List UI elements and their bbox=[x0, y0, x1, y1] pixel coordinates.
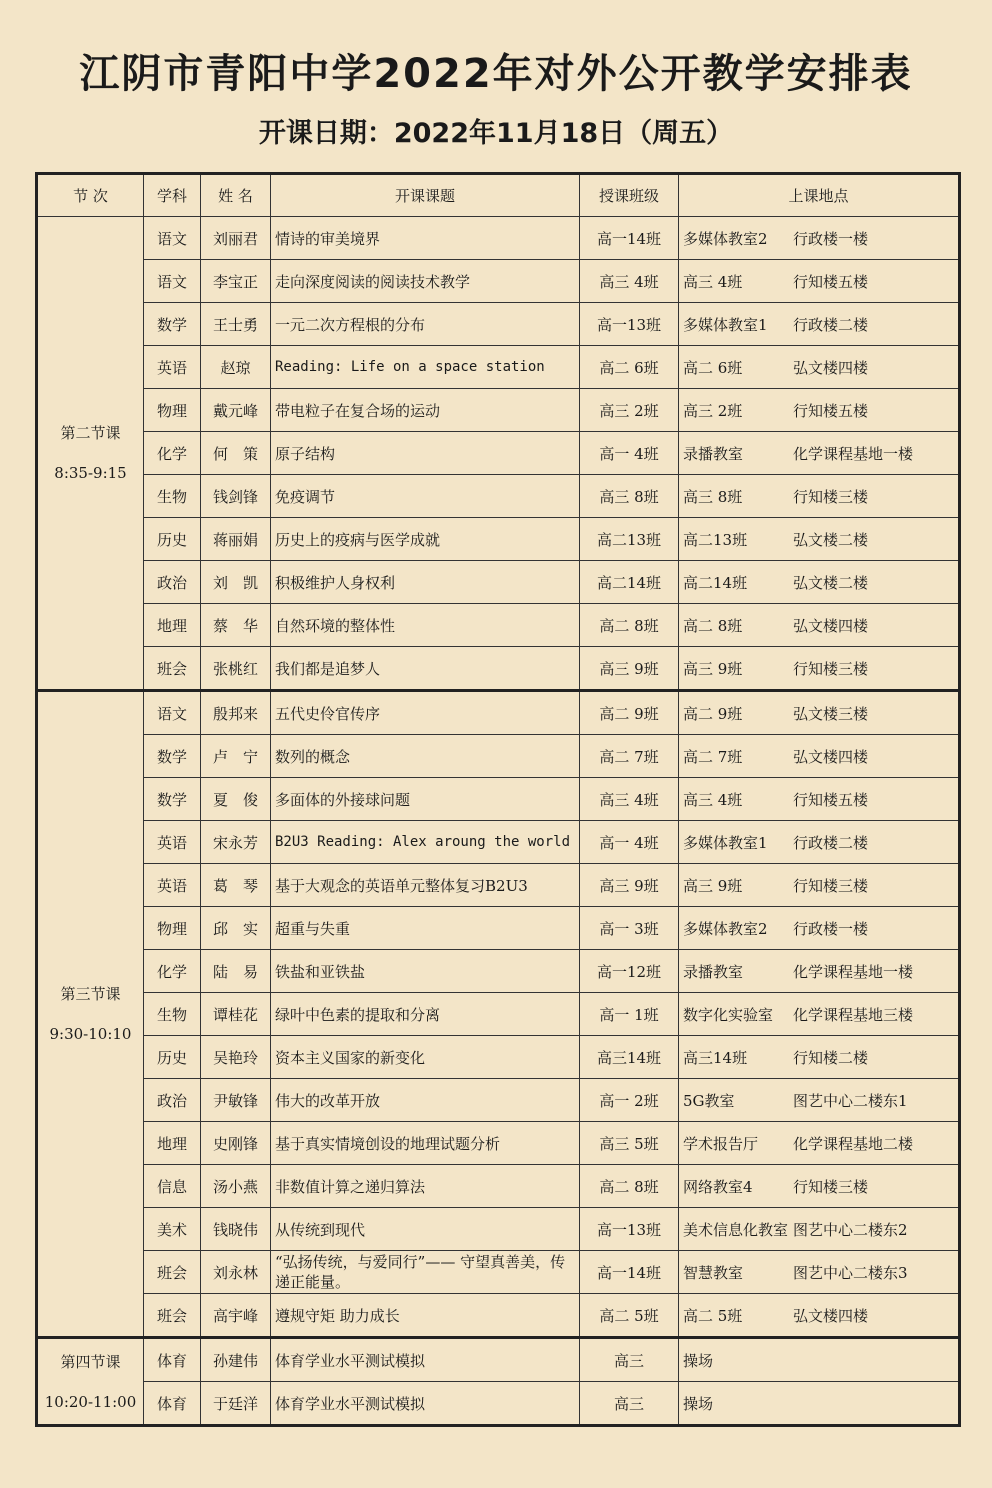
subject-cell: 语文 bbox=[144, 691, 201, 735]
table-row bbox=[37, 432, 960, 475]
location-cell bbox=[679, 604, 960, 647]
teacher-cell: 谭桂花 bbox=[201, 993, 271, 1036]
topic-cell: 数列的概念 bbox=[271, 735, 580, 778]
subject-cell: 政治 bbox=[144, 1079, 201, 1122]
table-row bbox=[37, 1251, 960, 1294]
schedule-body bbox=[37, 217, 960, 1426]
class-cell: 高一 4班 bbox=[580, 432, 679, 475]
topic-cell: 积极维护人身权利 bbox=[271, 561, 580, 604]
topic-cell: 情诗的审美境界 bbox=[271, 217, 580, 260]
subject-cell: 数学 bbox=[144, 303, 201, 346]
table-row bbox=[37, 217, 960, 260]
teacher-cell: 史刚锋 bbox=[201, 1122, 271, 1165]
class-cell: 高一14班 bbox=[580, 1251, 679, 1294]
topic-cell: 体育学业水平测试模拟 bbox=[271, 1338, 580, 1382]
location-room: 高二 7班 bbox=[683, 747, 743, 766]
teacher-cell: 张桃红 bbox=[201, 647, 271, 691]
location-cell bbox=[679, 1036, 960, 1079]
teacher-cell: 孙建伟 bbox=[201, 1338, 271, 1382]
topic-cell: 资本主义国家的新变化 bbox=[271, 1036, 580, 1079]
class-cell: 高三 bbox=[580, 1382, 679, 1426]
table-row bbox=[37, 907, 960, 950]
table-row bbox=[37, 346, 960, 389]
location-cell bbox=[679, 1079, 960, 1122]
topic-cell: 铁盐和亚铁盐 bbox=[271, 950, 580, 993]
location-building: 化学课程基地一楼 bbox=[793, 444, 914, 463]
subject-cell: 数学 bbox=[144, 735, 201, 778]
table-row bbox=[37, 1382, 960, 1426]
table-row bbox=[37, 993, 960, 1036]
subject-cell: 班会 bbox=[144, 1251, 201, 1294]
subject-cell: 英语 bbox=[144, 864, 201, 907]
class-cell: 高三 bbox=[580, 1338, 679, 1382]
teacher-cell: 蔡 华 bbox=[201, 604, 271, 647]
session-time: 8:35-9:15 bbox=[54, 464, 127, 482]
session-label: 第四节课 bbox=[60, 1352, 121, 1371]
location-room: 高二13班 bbox=[683, 530, 748, 549]
subject-cell: 政治 bbox=[144, 561, 201, 604]
location-room: 数字化实验室 bbox=[683, 1005, 774, 1024]
subject-cell: 地理 bbox=[144, 604, 201, 647]
table-row bbox=[37, 1079, 960, 1122]
teacher-cell: 吴艳玲 bbox=[201, 1036, 271, 1079]
teacher-cell: 卢 宁 bbox=[201, 735, 271, 778]
teacher-cell: 钱晓伟 bbox=[201, 1208, 271, 1251]
teacher-cell: 葛 琴 bbox=[201, 864, 271, 907]
class-cell: 高三 4班 bbox=[580, 260, 679, 303]
location-building: 弘文楼三楼 bbox=[793, 704, 869, 723]
teacher-cell: 刘 凯 bbox=[201, 561, 271, 604]
teacher-cell: 殷邦来 bbox=[201, 691, 271, 735]
table-row bbox=[37, 260, 960, 303]
location-room: 高二 6班 bbox=[683, 358, 743, 377]
topic-cell: 超重与失重 bbox=[271, 907, 580, 950]
location-room: 高三 4班 bbox=[683, 790, 743, 809]
table-row bbox=[37, 735, 960, 778]
location-cell bbox=[679, 561, 960, 604]
topic-cell: 一元二次方程根的分布 bbox=[271, 303, 580, 346]
location-room: 多媒体教室1 bbox=[683, 833, 768, 852]
location-room: 录播教室 bbox=[683, 962, 744, 981]
teacher-cell: 邱 实 bbox=[201, 907, 271, 950]
location-cell bbox=[679, 821, 960, 864]
location-cell bbox=[679, 1382, 960, 1426]
location-building: 行政楼一楼 bbox=[793, 919, 869, 938]
teacher-cell: 宋永芳 bbox=[201, 821, 271, 864]
teacher-cell: 赵琼 bbox=[201, 346, 271, 389]
teacher-cell: 刘永林 bbox=[201, 1251, 271, 1294]
session-time: 9:30-10:10 bbox=[49, 1025, 132, 1043]
class-cell: 高二 7班 bbox=[580, 735, 679, 778]
teacher-cell: 何 策 bbox=[201, 432, 271, 475]
class-cell: 高三14班 bbox=[580, 1036, 679, 1079]
location-building: 行知楼三楼 bbox=[793, 1177, 869, 1196]
class-cell: 高一 3班 bbox=[580, 907, 679, 950]
subject-cell: 语文 bbox=[144, 260, 201, 303]
topic-cell: 自然环境的整体性 bbox=[271, 604, 580, 647]
table-row bbox=[37, 1165, 960, 1208]
class-cell: 高二13班 bbox=[580, 518, 679, 561]
topic-cell: B2U3 Reading: Alex aroung the world bbox=[271, 821, 580, 864]
location-room: 高三 2班 bbox=[683, 401, 743, 420]
location-cell bbox=[679, 475, 960, 518]
table-row bbox=[37, 821, 960, 864]
topic-cell: 绿叶中色素的提取和分离 bbox=[271, 993, 580, 1036]
location-building: 弘文楼二楼 bbox=[793, 573, 869, 592]
location-cell bbox=[679, 691, 960, 735]
subject-cell: 语文 bbox=[144, 217, 201, 260]
topic-cell: Reading: Life on a space station bbox=[271, 346, 580, 389]
teacher-cell: 汤小燕 bbox=[201, 1165, 271, 1208]
location-building: 弘文楼四楼 bbox=[793, 1306, 869, 1325]
class-cell: 高一 4班 bbox=[580, 821, 679, 864]
location-building: 弘文楼四楼 bbox=[793, 616, 869, 635]
topic-cell: 基于真实情境创设的地理试题分析 bbox=[271, 1122, 580, 1165]
class-cell: 高一 1班 bbox=[580, 993, 679, 1036]
topic-cell: 免疫调节 bbox=[271, 475, 580, 518]
header-class: 授课班级 bbox=[580, 174, 679, 217]
location-building: 化学课程基地三楼 bbox=[793, 1005, 914, 1024]
subject-cell: 生物 bbox=[144, 475, 201, 518]
header-period: 节 次 bbox=[37, 174, 144, 217]
subject-cell: 班会 bbox=[144, 647, 201, 691]
class-cell: 高三 2班 bbox=[580, 389, 679, 432]
location-building: 图艺中心二楼东1 bbox=[793, 1091, 908, 1110]
topic-cell: 基于大观念的英语单元整体复习B2U3 bbox=[271, 864, 580, 907]
table-row bbox=[37, 1294, 960, 1338]
location-building: 行知楼三楼 bbox=[793, 876, 869, 895]
location-cell bbox=[679, 647, 960, 691]
table-row bbox=[37, 389, 960, 432]
class-cell: 高二14班 bbox=[580, 561, 679, 604]
location-building: 行政楼二楼 bbox=[793, 315, 869, 334]
location-building: 行知楼五楼 bbox=[793, 401, 869, 420]
location-cell bbox=[679, 303, 960, 346]
date-line: 开课日期：2022年11月18日（周五） bbox=[258, 118, 734, 149]
table-row bbox=[37, 518, 960, 561]
teacher-cell: 尹敏锋 bbox=[201, 1079, 271, 1122]
location-cell bbox=[679, 993, 960, 1036]
topic-cell: 多面体的外接球问题 bbox=[271, 778, 580, 821]
subject-cell: 美术 bbox=[144, 1208, 201, 1251]
table-row bbox=[37, 1036, 960, 1079]
location-room: 多媒体教室1 bbox=[683, 315, 768, 334]
location-building: 行政楼一楼 bbox=[793, 229, 869, 248]
teacher-cell: 陆 易 bbox=[201, 950, 271, 993]
location-cell bbox=[679, 778, 960, 821]
topic-cell: 遵规守矩 助力成长 bbox=[271, 1294, 580, 1338]
teacher-cell: 刘丽君 bbox=[201, 217, 271, 260]
header-subject: 学科 bbox=[144, 174, 201, 217]
session-cell bbox=[37, 217, 144, 691]
location-cell bbox=[679, 1122, 960, 1165]
location-building: 行知楼二楼 bbox=[793, 1048, 869, 1067]
location-building: 弘文楼四楼 bbox=[793, 747, 869, 766]
location-building: 行知楼五楼 bbox=[793, 272, 869, 291]
location-room: 学术报告厅 bbox=[683, 1134, 759, 1153]
location-building: 弘文楼二楼 bbox=[793, 530, 869, 549]
location-room: 高二 5班 bbox=[683, 1306, 743, 1325]
subject-cell: 历史 bbox=[144, 518, 201, 561]
location-cell bbox=[679, 260, 960, 303]
topic-cell: “弘扬传统，与爱同行”—— 守望真善美，传递正能量。 bbox=[271, 1251, 580, 1294]
class-cell: 高二 8班 bbox=[580, 1165, 679, 1208]
teacher-cell: 高宇峰 bbox=[201, 1294, 271, 1338]
teacher-cell: 钱剑锋 bbox=[201, 475, 271, 518]
table-row bbox=[37, 475, 960, 518]
teacher-cell: 夏 俊 bbox=[201, 778, 271, 821]
location-cell bbox=[679, 217, 960, 260]
table-row bbox=[37, 1122, 960, 1165]
location-building: 行知楼三楼 bbox=[793, 487, 869, 506]
topic-cell: 走向深度阅读的阅读技术教学 bbox=[271, 260, 580, 303]
topic-cell: 伟大的改革开放 bbox=[271, 1079, 580, 1122]
subject-cell: 物理 bbox=[144, 907, 201, 950]
location-cell bbox=[679, 950, 960, 993]
header-topic: 开课课题 bbox=[271, 174, 580, 217]
teacher-cell: 于廷洋 bbox=[201, 1382, 271, 1426]
topic-cell: 我们都是追梦人 bbox=[271, 647, 580, 691]
subject-cell: 英语 bbox=[144, 346, 201, 389]
location-room: 多媒体教室2 bbox=[683, 229, 768, 248]
teacher-cell: 李宝正 bbox=[201, 260, 271, 303]
location-room: 高三 8班 bbox=[683, 487, 743, 506]
location-cell bbox=[679, 389, 960, 432]
topic-cell: 从传统到现代 bbox=[271, 1208, 580, 1251]
class-cell: 高三 9班 bbox=[580, 864, 679, 907]
location-room: 高三 4班 bbox=[683, 272, 743, 291]
schedule-table bbox=[35, 172, 961, 1427]
header-location: 上课地点 bbox=[679, 174, 960, 217]
location-cell bbox=[679, 1294, 960, 1338]
topic-cell: 历史上的疫病与医学成就 bbox=[271, 518, 580, 561]
location-room: 录播教室 bbox=[683, 444, 744, 463]
topic-cell: 五代史伶官传序 bbox=[271, 691, 580, 735]
location-building: 行知楼五楼 bbox=[793, 790, 869, 809]
location-room: 高三 9班 bbox=[683, 659, 743, 678]
location-building: 化学课程基地一楼 bbox=[793, 962, 914, 981]
topic-cell: 原子结构 bbox=[271, 432, 580, 475]
session-time: 10:20-11:00 bbox=[44, 1392, 137, 1411]
location-building: 行政楼二楼 bbox=[793, 833, 869, 852]
class-cell: 高一14班 bbox=[580, 217, 679, 260]
class-cell: 高三 9班 bbox=[580, 647, 679, 691]
topic-cell: 非数值计算之递归算法 bbox=[271, 1165, 580, 1208]
location-cell bbox=[679, 1338, 960, 1382]
class-cell: 高一13班 bbox=[580, 1208, 679, 1251]
teacher-cell: 戴元峰 bbox=[201, 389, 271, 432]
header-name: 姓 名 bbox=[201, 174, 271, 217]
location-cell bbox=[679, 864, 960, 907]
location-building: 图艺中心二楼东2 bbox=[793, 1220, 908, 1239]
subject-cell: 英语 bbox=[144, 821, 201, 864]
table-row bbox=[37, 561, 960, 604]
table-row bbox=[37, 864, 960, 907]
session-cell bbox=[37, 691, 144, 1338]
table-row bbox=[37, 1338, 960, 1382]
location-room: 智慧教室 bbox=[683, 1263, 744, 1282]
session-cell bbox=[37, 1338, 144, 1426]
session-label: 第三节课 bbox=[60, 985, 121, 1003]
location-room: 5G教室 bbox=[683, 1091, 735, 1110]
class-cell: 高二 9班 bbox=[580, 691, 679, 735]
table-row bbox=[37, 303, 960, 346]
location-cell bbox=[679, 432, 960, 475]
location-cell bbox=[679, 346, 960, 389]
class-cell: 高三 5班 bbox=[580, 1122, 679, 1165]
topic-cell: 体育学业水平测试模拟 bbox=[271, 1382, 580, 1426]
location-room: 高二 9班 bbox=[683, 704, 743, 723]
subject-cell: 物理 bbox=[144, 389, 201, 432]
subject-cell: 体育 bbox=[144, 1338, 201, 1382]
page-title: 江阴市青阳中学2022年对外公开教学安排表 bbox=[79, 51, 913, 97]
location-room: 网络教室4 bbox=[683, 1177, 753, 1196]
location-room: 美术信息化教室 bbox=[683, 1220, 789, 1239]
location-cell bbox=[679, 735, 960, 778]
subject-cell: 班会 bbox=[144, 1294, 201, 1338]
subject-cell: 生物 bbox=[144, 993, 201, 1036]
location-cell bbox=[679, 907, 960, 950]
location-room: 操场 bbox=[683, 1394, 714, 1413]
location-room: 高三14班 bbox=[683, 1048, 748, 1067]
class-cell: 高一12班 bbox=[580, 950, 679, 993]
session-label: 第二节课 bbox=[60, 424, 121, 442]
teacher-cell: 王士勇 bbox=[201, 303, 271, 346]
class-cell: 高三 8班 bbox=[580, 475, 679, 518]
location-room: 高三 9班 bbox=[683, 876, 743, 895]
table-row bbox=[37, 691, 960, 735]
location-cell bbox=[679, 1165, 960, 1208]
location-room: 高二 8班 bbox=[683, 616, 743, 635]
location-building: 弘文楼四楼 bbox=[793, 358, 869, 377]
table-row bbox=[37, 604, 960, 647]
location-room: 操场 bbox=[683, 1351, 714, 1370]
location-room: 多媒体教室2 bbox=[683, 919, 768, 938]
class-cell: 高一13班 bbox=[580, 303, 679, 346]
topic-cell: 带电粒子在复合场的运动 bbox=[271, 389, 580, 432]
subject-cell: 信息 bbox=[144, 1165, 201, 1208]
location-building: 图艺中心二楼东3 bbox=[793, 1263, 908, 1282]
subject-cell: 化学 bbox=[144, 432, 201, 475]
class-cell: 高二 6班 bbox=[580, 346, 679, 389]
class-cell: 高一 2班 bbox=[580, 1079, 679, 1122]
subject-cell: 数学 bbox=[144, 778, 201, 821]
header-row bbox=[37, 174, 960, 217]
subject-cell: 体育 bbox=[144, 1382, 201, 1426]
teacher-cell: 蒋丽娟 bbox=[201, 518, 271, 561]
class-cell: 高二 8班 bbox=[580, 604, 679, 647]
table-row bbox=[37, 1208, 960, 1251]
location-cell bbox=[679, 1208, 960, 1251]
location-room: 高二14班 bbox=[683, 573, 748, 592]
location-building: 行知楼三楼 bbox=[793, 659, 869, 678]
table-row bbox=[37, 950, 960, 993]
location-cell bbox=[679, 1251, 960, 1294]
class-cell: 高三 4班 bbox=[580, 778, 679, 821]
subject-cell: 化学 bbox=[144, 950, 201, 993]
class-cell: 高二 5班 bbox=[580, 1294, 679, 1338]
location-cell bbox=[679, 518, 960, 561]
table-row bbox=[37, 778, 960, 821]
subject-cell: 历史 bbox=[144, 1036, 201, 1079]
table-row bbox=[37, 647, 960, 691]
location-building: 化学课程基地二楼 bbox=[793, 1134, 914, 1153]
subject-cell: 地理 bbox=[144, 1122, 201, 1165]
